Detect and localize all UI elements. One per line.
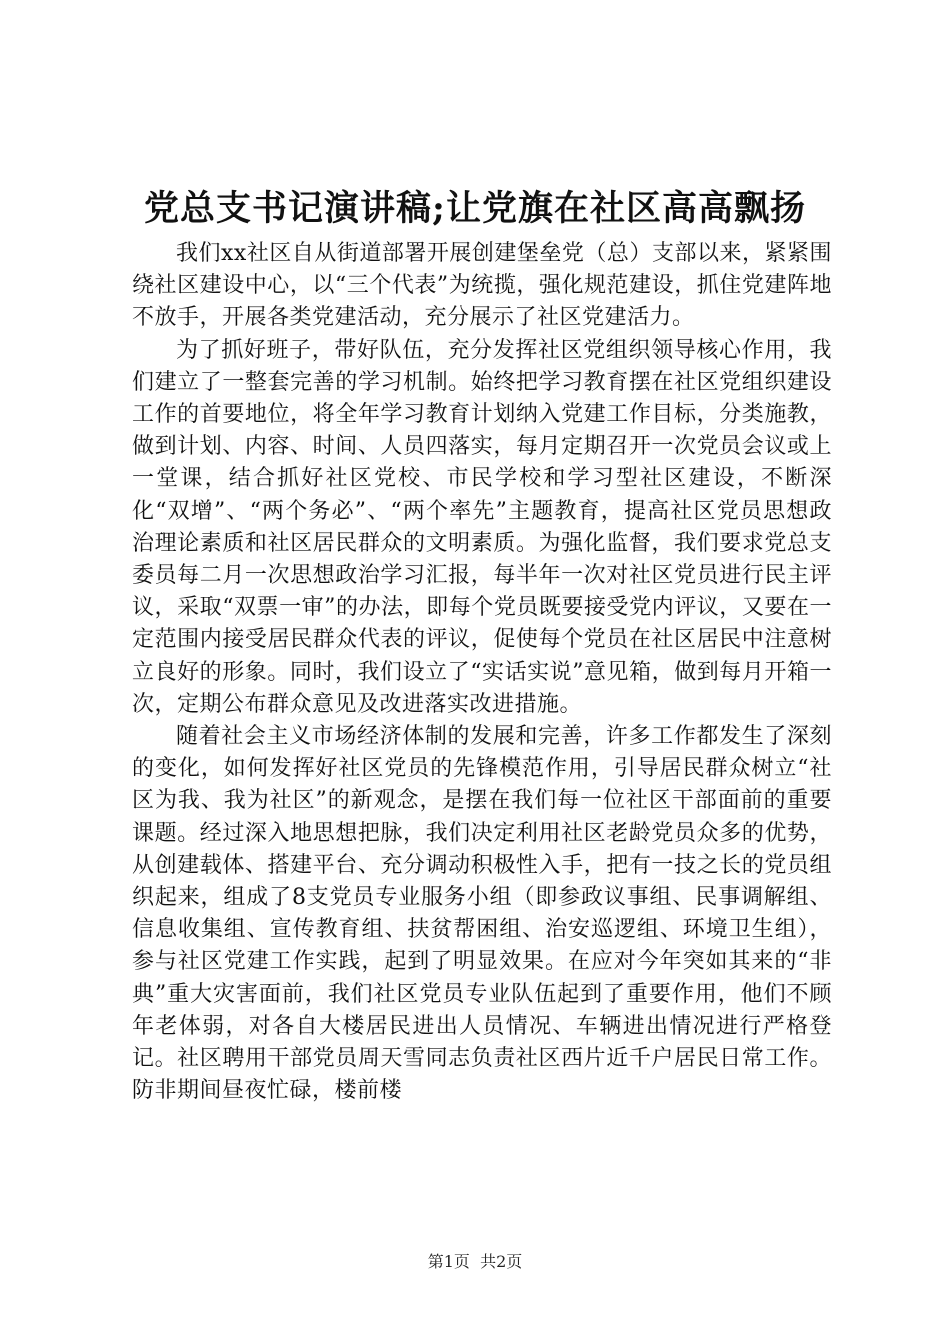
document-body (132, 238, 832, 1107)
document-title: 党总支书记演讲稿;让党旗在社区高高飘扬 (144, 188, 806, 229)
paragraph-2: 为了抓好班子，带好队伍，充分发挥社区党组织领导核心作用，我们建立了一整套完善的学习机制。始终把学习教育摆在社区党组织建设工作的首要地位，将全年学习教育计划纳入党建工作目标，分类施教，做到计划、内容、时间、人员四落实，每月定期召开一次党员会议或上一堂课，结合抓好社区党校、市民学校和学习型社区建设，不断深化“双增”、“两个务必”、“两个率先”主题教育，提高社区党员思想政治理论素质和社区居民群众的文明素质。为强化监督，我们要求党总支委员每二月一次思想政治学习汇报，每半年一次对社区党员进行民主评议，采取“双票一审”的办法，即每个党员既要接受党内评议，又要在一定范围内接受居民群众代表的评议，促使每个党员在社区居民中注意树立良好的形象。同时，我们设立了“实话实说”意见箱，做到每月开箱一次，定期公布群众意见及改进落实改进措施。 (132, 337, 832, 717)
page-number: 第1页 (427, 1252, 470, 1271)
page-footer (0, 1250, 950, 1274)
page-total: 共2页 (480, 1252, 523, 1271)
paragraph-3: 随着社会主义市场经济体制的发展和完善，许多工作都发生了深刻的变化，如何发挥好社区党员的先锋模范作用，引导居民群众树立“社区为我、我为社区”的新观念，是摆在我们每一位社区干部面前的重要课题。经过深入地思想把脉，我们决定利用社区老龄党员众多的优势，从创建载体、搭建平台、充分调动积极性入手，把有一技之长的党员组织起来，组成了8支党员专业服务小组（即参政议事组、民事调解组、信息收集组、宣传教育组、扶贫帮困组、治安巡逻组、环境卫生组），参与社区党建工作实践，起到了明显效果。在应对今年突如其来的“非典”重大灾害面前，我们社区党员专业队伍起到了重要作用，他们不顾年老体弱，对各自大楼居民进出人员情况、车辆进出情况进行严格登记。社区聘用干部党员周天雪同志负责社区西片近千户居民日常工作。防非期间昼夜忙碌，楼前楼 (132, 724, 832, 1104)
paragraph-1: 我们xx社区自从街道部署开展创建堡垒党（总）支部以来，紧紧围绕社区建设中心，以“三个代表”为统揽，强化规范建设，抓住党建阵地不放手，开展各类党建活动，充分展示了社区党建活力。 (132, 241, 832, 331)
